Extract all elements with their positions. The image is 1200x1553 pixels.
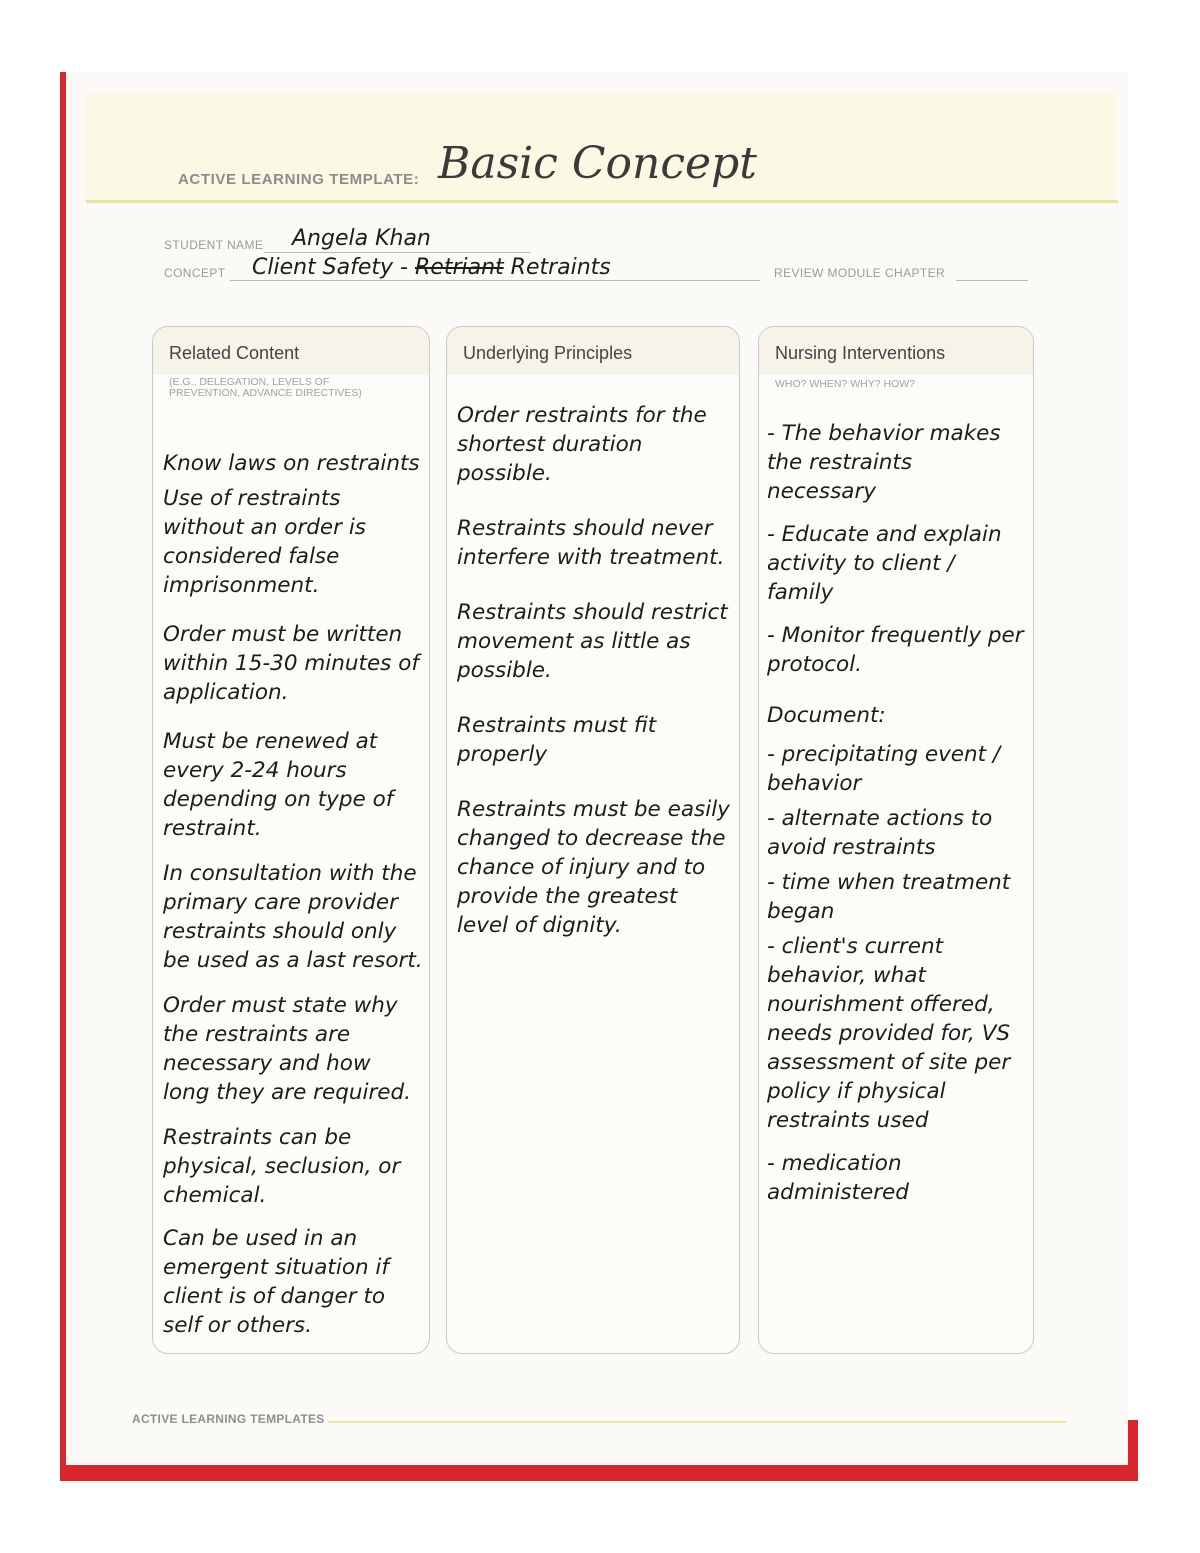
page-edge-bottom [60,1465,1138,1481]
note-item: - alternate actions to avoid restraints [767,806,993,860]
concept-struck-text: Retriant [415,255,504,280]
worksheet-page [66,72,1128,1465]
page-edge-right [1128,1420,1138,1480]
note-item: Restraints should never interfere with treatment. [457,516,725,570]
footer-divider [328,1421,1066,1423]
nursing-interventions-title: Nursing Interventions [775,343,946,363]
note-item: Order must be written within 15-30 minutes of application. [163,622,419,705]
concept-label: CONCEPT [164,266,226,280]
note-item: Can be used in an emergent situation if client is of danger to self or others. [163,1226,389,1338]
note-item: - time when treatment began [767,870,1011,924]
related-content-subtitle: (E.G., DELEGATION, LEVELS OF PREVENTION, ADVANCE DIRECTIVES) [169,376,362,399]
student-name-value: Angela Khan [292,226,431,251]
note-item: In consultation with the primary care provider restraints should only be used as a last resort. [163,861,423,973]
review-module-line [956,280,1028,281]
template-label: ACTIVE LEARNING TEMPLATE: [178,171,420,188]
note-item: Know laws on restraints [163,451,420,476]
concept-value [252,255,611,280]
nursing-interventions-notes [767,419,1027,1207]
concept-prefix: Client Safety - [252,255,408,280]
student-name-label: STUDENT NAME [164,238,264,252]
note-item: - The behavior makes the restraints necessary [767,421,1001,504]
note-item: - client's current behavior, what nourishment offered, needs provided for, VS assessment of site per policy if physical restraints used [767,934,1011,1133]
nursing-interventions-subtitle: WHO? WHEN? WHY? HOW? [775,378,916,390]
note-item: - Educate and explain activity to client / family [767,522,1002,605]
note-item: Restraints can be physical, seclusion, or chemical. [163,1125,401,1208]
note-item: Restraints should restrict movement as little as possible. [457,600,728,683]
note-item: - precipitating event / behavior [767,742,1001,796]
note-item: Document: [767,703,886,728]
review-module-label: REVIEW MODULE CHAPTER [774,266,946,280]
note-item: Restraints must fit properly [457,713,657,767]
footer-label: ACTIVE LEARNING TEMPLATES [132,1412,325,1426]
note-item: - medication administered [767,1151,909,1205]
underlying-principles-column [446,326,740,1354]
note-item: - Monitor frequently per protocol. [767,623,1024,677]
underlying-principles-notes [457,401,733,940]
note-item: Use of restraints without an order is considered false imprisonment. [163,486,367,598]
related-content-column [152,326,430,1354]
header-divider [86,200,1118,203]
concept-final: Retraints [510,255,611,280]
related-content-notes [163,449,423,1340]
page-title: Basic Concept [438,138,757,189]
related-content-title: Related Content [169,343,300,363]
note-item: Order restraints for the shortest duration possible. [457,403,707,486]
note-item: Order must state why the restraints are necessary and how long they are required. [163,993,412,1105]
note-item: Restraints must be easily changed to decrease the chance of injury and to provide the greatest level of dignity. [457,797,730,938]
underlying-principles-title: Underlying Principles [463,343,633,363]
note-item: Must be renewed at every 2-24 hours depending on type of restraint. [163,729,394,841]
concept-line [230,280,760,281]
student-name-line [264,252,530,253]
nursing-interventions-column [758,326,1034,1354]
